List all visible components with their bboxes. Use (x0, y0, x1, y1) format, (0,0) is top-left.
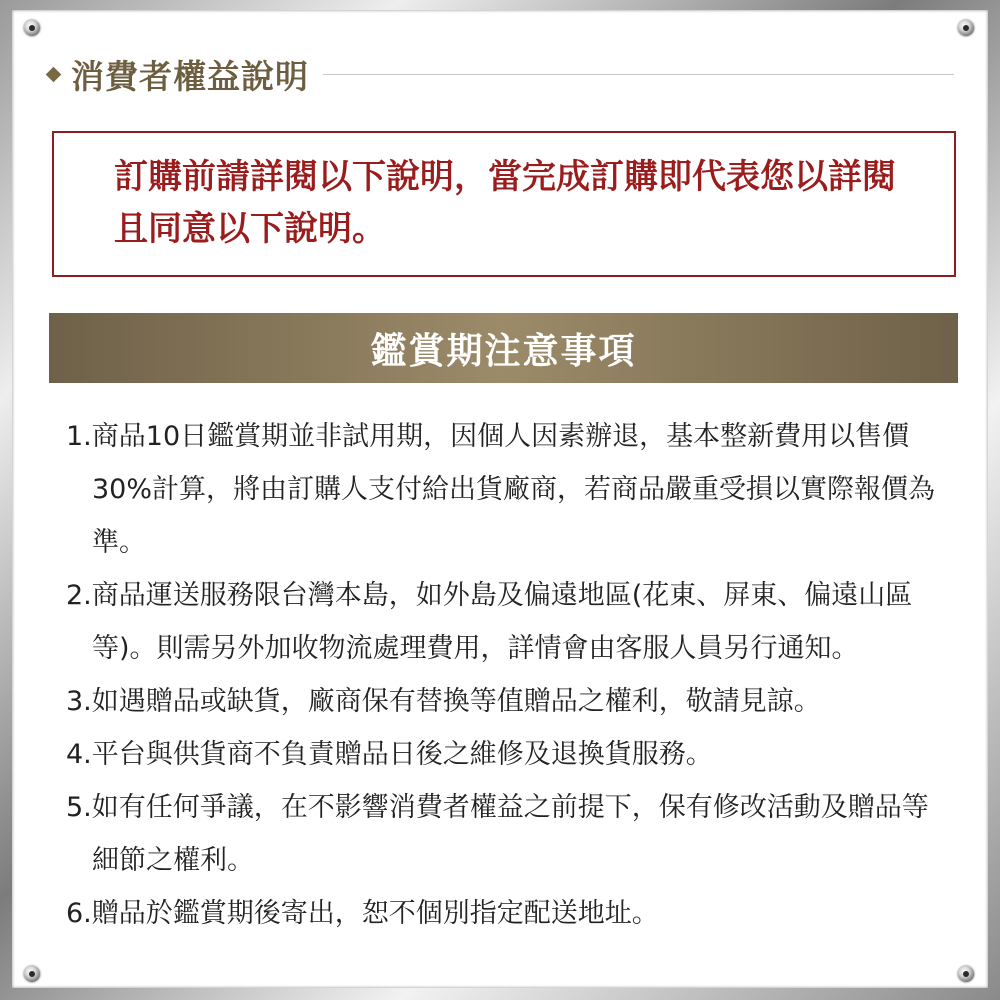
rule-item: 3.如遇贈品或缺貨，廠商保有替換等值贈品之權利，敬請見諒。 (66, 686, 821, 717)
section-title: 消費者權益說明 (71, 56, 309, 96)
rules-list (66, 410, 946, 940)
notice-box (52, 131, 956, 277)
banner (49, 313, 958, 383)
screw-icon (958, 966, 974, 982)
screw-icon (958, 20, 974, 36)
rule-item: 6.贈品於鑑賞期後寄出，恕不個別指定配送地址。 (66, 898, 659, 929)
screw-icon (24, 966, 40, 982)
section-header (48, 50, 954, 98)
banner-title: 鑑賞期注意事項 (370, 330, 637, 372)
rule-item: 2.商品運送服務限台灣本島，如外島及偏遠地區(花東、屏東、偏遠山區等)。則需另外加收物流處理費用，詳情會由客服人員另行通知。 (66, 580, 913, 664)
rule-item: 1.商品10日鑑賞期並非試用期，因個人因素辦退，基本整新費用以售價30%計算，將由訂購人支付給出貨廠商，若商品嚴重受損以實際報價為準。 (66, 421, 936, 558)
rule-item: 4.平台與供貨商不負責贈品日後之維修及退換貨服務。 (66, 739, 713, 770)
rule-item: 5.如有任何爭議，在不影響消費者權益之前提下，保有修改活動及贈品等細節之權利。 (66, 792, 929, 876)
screw-icon (24, 20, 40, 36)
diamond-bullet-icon (46, 66, 62, 82)
notice-text: 訂購前請詳閱以下說明，當完成訂購即代表您以詳閱且同意以下說明。 (114, 157, 896, 249)
section-divider (323, 74, 954, 75)
